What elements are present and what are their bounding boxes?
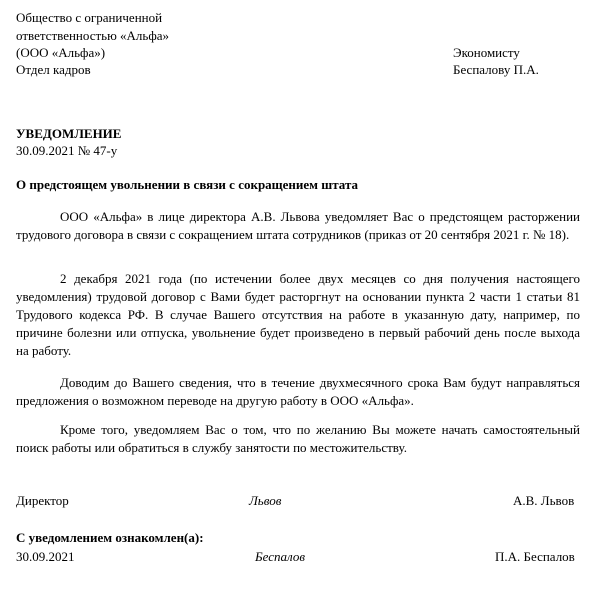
director-signature: Львов	[249, 493, 282, 508]
sender-org-short-name: (ООО «Альфа»)	[16, 45, 106, 60]
employee-name: П.А. Беспалов	[495, 549, 575, 564]
sender-org-line-2: ответственностью «Альфа»	[16, 28, 170, 43]
sender-department: Отдел кадров	[16, 62, 91, 77]
document-date-number: 30.09.2021 № 47-у	[16, 143, 118, 158]
sender-org-line-1: Общество с ограниченной	[16, 10, 163, 25]
signatory-name: А.В. Львов	[513, 493, 575, 508]
recipient-position: Экономисту	[453, 45, 520, 60]
body-paragraph-1: ООО «Альфа» в лице директора А.В. Львова уведомляет Вас о предстоящем расторжении трудового договора в связи с сокращением штата сотрудников (приказ от 20 сентября 2021 г. № 18).	[16, 209, 580, 242]
acknowledgement-date: 30.09.2021	[16, 549, 75, 564]
body-paragraph-2: 2 декабря 2021 года (по истечении более двух месяцев со дня получения настоящего уведомления) трудовой договор с Вами будет расторгнут на основании пункта 2 части 1 статьи 81 Трудового кодекса РФ. В случае Вашего отсутствия на работе в указанную дату, например, по причине болезни или отпуска, увольнение будет произведено в первый рабочий день после выхода на работу.	[16, 271, 580, 358]
employee-signature: Беспалов	[255, 549, 306, 564]
signatory-role: Директор	[16, 493, 69, 508]
body-paragraph-3: Доводим до Вашего сведения, что в течение двухмесячного срока Вам будут направляться предложения о возможном переводе на другую работу в ООО «Альфа».	[16, 375, 580, 408]
document-type-title: УВЕДОМЛЕНИЕ	[16, 126, 122, 141]
body-paragraph-4: Кроме того, уведомляем Вас о том, что по желанию Вы можете начать самостоятельный поиск работы или обратиться в службу занятости по местожительству.	[16, 422, 580, 455]
acknowledgement-heading: С уведомлением ознакомлен(а):	[16, 530, 204, 545]
document-subject: О предстоящем увольнении в связи с сокращением штата	[16, 177, 359, 192]
recipient-name: Беспалову П.А.	[453, 62, 539, 77]
